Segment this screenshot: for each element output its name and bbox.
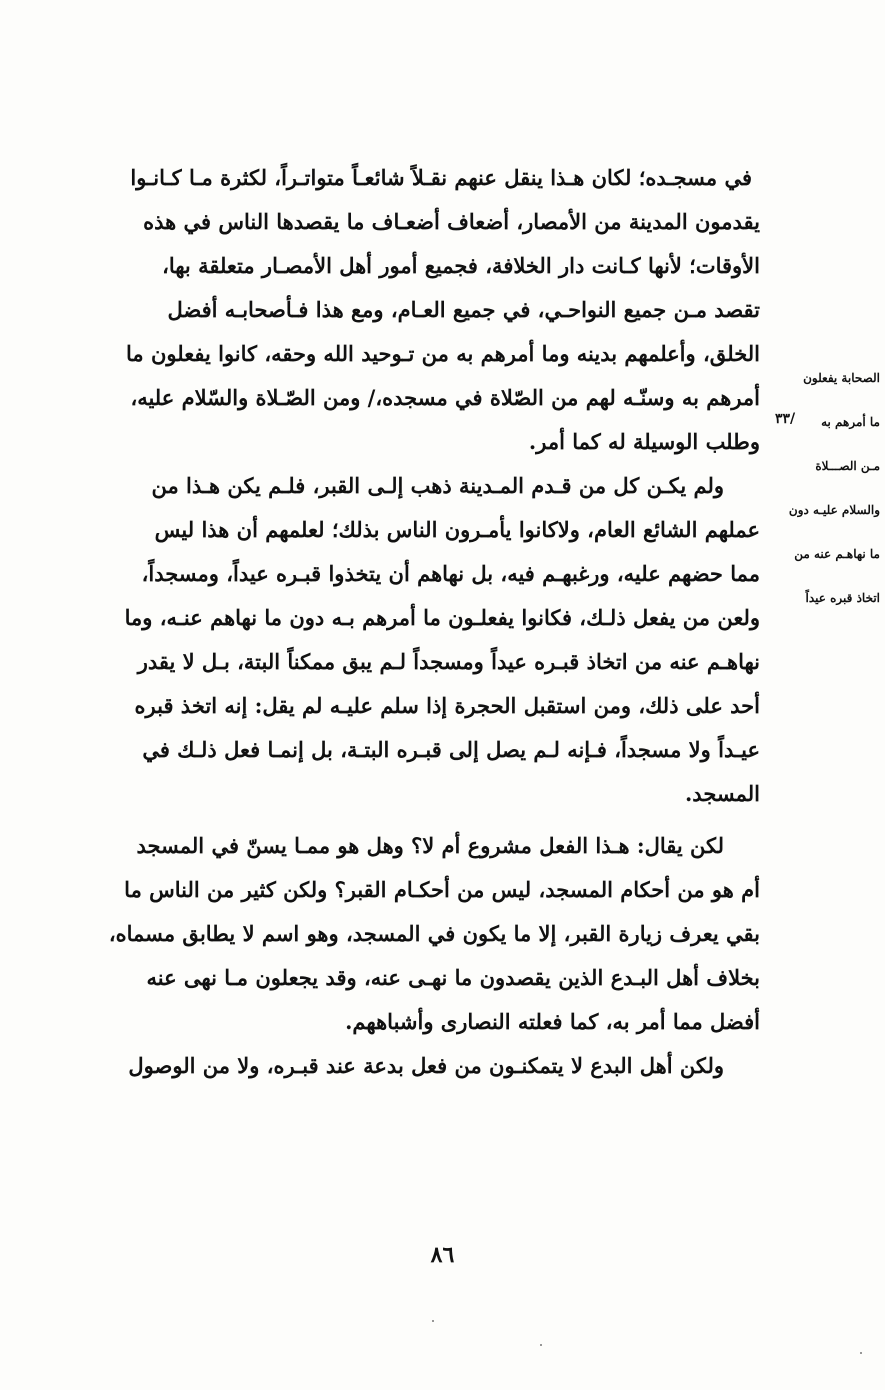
text-line: مما حضهم عليه، ورغبهـم فيه، بل نهاهم أن يتخذوا قبـره عيداً، ومسجداً، (141, 561, 760, 586)
text-line: ولعن من يفعل ذلـك، فكانوا يفعلـون ما أمرهم بـه دون ما نهاهم عنـه، وما (124, 605, 760, 630)
text-line: أحد على ذلك، ومن استقبل الحجرة إذا سلم عليـه لم يقل: إنه اتخذ قبره (134, 693, 760, 718)
text-line: أفضل مما أمر به، كما فعلته النصارى وأشباههم. (345, 1009, 760, 1034)
page-number: ٨٦ (430, 1242, 455, 1268)
text-line: ولكن أهل البدع لا يتمكنـون من فعل بدعة عند قبـره، ولا من الوصول (128, 1053, 724, 1078)
text-line: ولم يكـن كل من قـدم المـدينة ذهب إلـى القبر، فلـم يكن هـذا من (151, 473, 724, 498)
margin-note: مـن الصـــلاة (815, 459, 880, 473)
text-line: أم هو من أحكام المسجد، ليس من أحكـام القبر؟ ولكن كثير من الناس ما (124, 877, 760, 902)
margin-note: ما نهاهـم عنه من (794, 547, 880, 561)
text-line: يقدمون المدينة من الأمصار، أضعاف أضعـاف ما يقصدها الناس في هذه (143, 209, 760, 234)
text-line: الخلق، وأعلمهم بدينه وما أمرهم به من تـوحيد الله وحقه، كانوا يفعلون ما (126, 341, 760, 366)
text-line: عملهم الشائع العام، ولاكانوا يأمـرون الناس بذلك؛ لعلمهم أن هذا ليس (154, 517, 760, 542)
main-text (100, 156, 760, 1088)
text-line: بقي يعرف زيارة القبر، إلا ما يكون في المسجد، وهو اسم لا يطابق مسماه، (108, 921, 760, 946)
text-line: عيـداً ولا مسجداً، فـإنه لـم يصل إلى قبـره البتـة، بل إنمـا فعل ذلـك في (142, 737, 760, 762)
text-line: في مسجـده؛ لكان هـذا ينقل عنهم نقـلاً شائعـاً متواتـراً، لكثرة مـا كـانـوا (130, 165, 752, 190)
text-line: الأوقات؛ لأنها كـانت دار الخلافة، فجميع أمور أهل الأمصـار متعلقة بها، (162, 253, 760, 278)
text-line: لكن يقال: هـذا الفعل مشروع أم لا؟ وهل هو ممـا يسنّ في المسجد (136, 833, 724, 858)
text-line: تقصد مـن جميع النواحـي، في جميع العـام، ومع هذا فـأصحابـه أفضل (167, 297, 760, 322)
text-line: وطلب الوسيلة له كما أمر. (528, 429, 760, 454)
text-line: أمرهم به وسنّـه لهم من الصّلاة في مسجده،/ ومن الصّـلاة والسّلام عليه، (130, 385, 760, 410)
margin-note: الصحابة يفعلون (803, 371, 880, 385)
scan-speck (432, 1320, 434, 1322)
text-line: نهاهـم عنه من اتخاذ قبـره عيداً ومسجداً لـم يبق ممكناً البتة، بـل لا يقدر (137, 649, 760, 674)
margin-note: والسلام عليـه دون (788, 503, 880, 517)
margin-note: اتخاذ قبره عيداً (805, 591, 880, 605)
scan-speck (860, 1352, 862, 1354)
margin-note: ما أمرهم به (821, 415, 880, 429)
manuscript-page-mark: ٣٣/ (775, 411, 796, 427)
scan-speck (540, 1344, 542, 1346)
text-line: المسجد. (685, 781, 760, 806)
text-line: بخلاف أهل البـدع الذين يقصدون ما نهـى عنه، وقد يجعلون مـا نهى عنه (146, 965, 760, 990)
